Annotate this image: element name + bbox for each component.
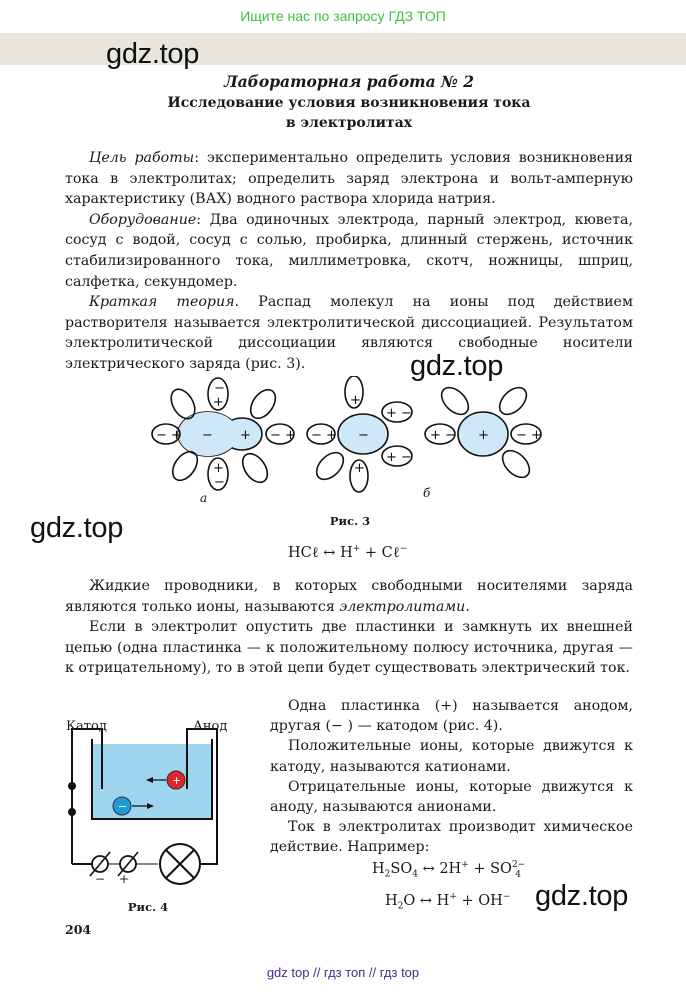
formula-term: O: [403, 892, 416, 909]
electrolytes-section: [65, 576, 633, 679]
svg-text:− +: − +: [270, 428, 296, 443]
formula-term: HCℓ: [288, 544, 319, 561]
text: .: [465, 598, 470, 615]
terminal-plus-label: +: [119, 872, 130, 886]
figure-3-caption: Рис. 3: [329, 514, 371, 528]
formula-charge: +: [352, 544, 361, 554]
svg-text:−: −: [202, 428, 213, 443]
svg-text:+: +: [172, 774, 182, 787]
formula-term: SO: [490, 860, 512, 877]
terminal-minus-label: −: [95, 872, 106, 886]
formula-index: 4: [515, 869, 521, 880]
formula-charge: 2−: [511, 860, 526, 870]
watermark: gdz.top: [30, 512, 124, 544]
chemical-action-paragraph: Ток в электролитах производит химическое действие. Например:: [270, 819, 633, 856]
formula-h2so4: [372, 860, 526, 880]
svg-text:+ −: + −: [430, 428, 456, 443]
formula-plus: +: [364, 544, 378, 561]
watermark: gdz.top: [410, 350, 504, 382]
anion-hydrated: [307, 376, 412, 492]
formula-h2o: [385, 892, 510, 912]
svg-text:+: +: [213, 461, 224, 476]
term-electrolytes: электролитами: [339, 598, 466, 615]
theory-label: Краткая теория: [89, 294, 235, 311]
formula-index: 4: [412, 869, 418, 880]
formula-charge: +: [449, 892, 457, 902]
circuit-paragraph: Если в электролит опустить две пластинки и замкнуть их внешней цепью (одна пластинка — к положительному полюсу источника, другая — к отрицательному), то в этой цепи будет существовать электрический ток.: [65, 619, 633, 677]
formula-term: OH: [478, 892, 503, 909]
formula-term: H: [436, 892, 450, 909]
formula-term: H: [340, 544, 353, 561]
theory-text: . Распад молекул на ионы под действием растворителя называется электролитической диссоциацией. Результатом электролитической диссоциации являются свободные носители электрического заряда (рис. 3).: [65, 294, 633, 372]
formula-index: 2: [384, 869, 391, 880]
svg-text:+ −: + −: [386, 450, 412, 465]
text: Жидкие проводники, в которых свободными носителями заряда являются только ионы, называются: [65, 578, 633, 615]
formula-term: SO: [390, 860, 413, 877]
goal-paragraph: [65, 148, 633, 210]
svg-text:−: −: [214, 475, 225, 490]
search-hint-banner: Ищите нас по запросу ГДЗ ТОП: [240, 8, 446, 24]
svg-text:+: +: [350, 393, 361, 408]
cathode-label: Катод: [66, 719, 107, 734]
svg-text:−: −: [118, 800, 128, 813]
goal-text: : экспериментально определить условия возникновения тока в электролитах; определить заряд электрона и вольт-амперную характеристику (ВАХ) водного раствора хлорида натрия.: [65, 150, 633, 208]
formula-term: 2H: [439, 860, 462, 877]
svg-text:+: +: [213, 395, 224, 410]
title-block: [65, 71, 633, 133]
formula-arrow: ↔: [323, 544, 336, 561]
footer-links: gdz top // гдз топ // гдз top: [266, 965, 420, 980]
equipment-paragraph: [65, 210, 633, 292]
equipment-text: : Два одиночных электрода, парный электрод, кювета, сосуд с водой, сосуд с солью, пробирка, длинный стержень, источник стабилизированного тока, миллиметровка, скотч, ножницы, шприц, салфетка, секундомер.: [65, 211, 633, 290]
svg-text:−: −: [214, 381, 225, 396]
watermark: gdz.top: [106, 38, 200, 70]
svg-text:+: +: [354, 461, 365, 476]
formula-arrow: ↔: [419, 892, 433, 909]
intro-section: [65, 148, 633, 375]
formula-term: H: [385, 892, 398, 909]
lab-subtitle-line2: в электролитах: [285, 115, 413, 131]
formula-charge: −: [502, 892, 511, 902]
lab-title: Лабораторная работа № 2: [223, 72, 475, 91]
lab-subtitle-line1: Исследование условия возникновения тока: [167, 95, 531, 111]
figure-4-electrolysis-circuit: [62, 714, 242, 894]
watermark: gdz.top: [535, 880, 629, 912]
electrolyte-definition: [65, 576, 633, 617]
formula-arrow: ↔: [422, 860, 435, 877]
svg-text:− +: − +: [156, 428, 182, 443]
theory-paragraph: [65, 292, 633, 374]
figure-4-caption: Рис. 4: [127, 900, 169, 914]
anode-cathode-paragraph: Одна пластинка (+) называется анодом, другая (− ) — катодом (рис. 4).: [270, 698, 633, 735]
goal-label: Цель работы: [89, 150, 195, 166]
svg-text:− +: − +: [311, 428, 337, 443]
svg-text:+ −: + −: [386, 406, 412, 421]
ion-definitions: [270, 696, 633, 858]
formula-charge: +: [461, 860, 469, 870]
formula-plus: +: [473, 860, 486, 877]
cation-hydrated: [425, 383, 542, 483]
figure-3-label-a: а: [200, 491, 208, 505]
svg-text:+: +: [240, 428, 251, 443]
svg-text:−: −: [358, 428, 369, 443]
figure-3-dissociation-diagram: [150, 376, 550, 506]
page-number: 204: [65, 922, 92, 937]
equipment-label: Оборудование: [89, 211, 197, 228]
svg-text:+: +: [478, 428, 489, 443]
figure-3-label-b: б: [423, 486, 431, 500]
formula-index: 2: [397, 901, 404, 912]
svg-text:− +: − +: [516, 428, 542, 443]
formula-plus: +: [461, 892, 474, 909]
formula-term: Cℓ: [381, 544, 400, 561]
formula-charge: −: [399, 544, 408, 554]
formula-hcl: [288, 544, 407, 562]
cations-paragraph: Положительные ионы, которые движутся к катоду, называются катионами.: [270, 738, 633, 775]
anode-label: Анод: [193, 719, 228, 734]
header-banner: [0, 33, 686, 65]
polar-molecule-a: [152, 378, 296, 490]
anions-paragraph: Отрицательные ионы, которые движутся к аноду, называются анионами.: [270, 778, 633, 816]
formula-term: H: [372, 860, 385, 877]
